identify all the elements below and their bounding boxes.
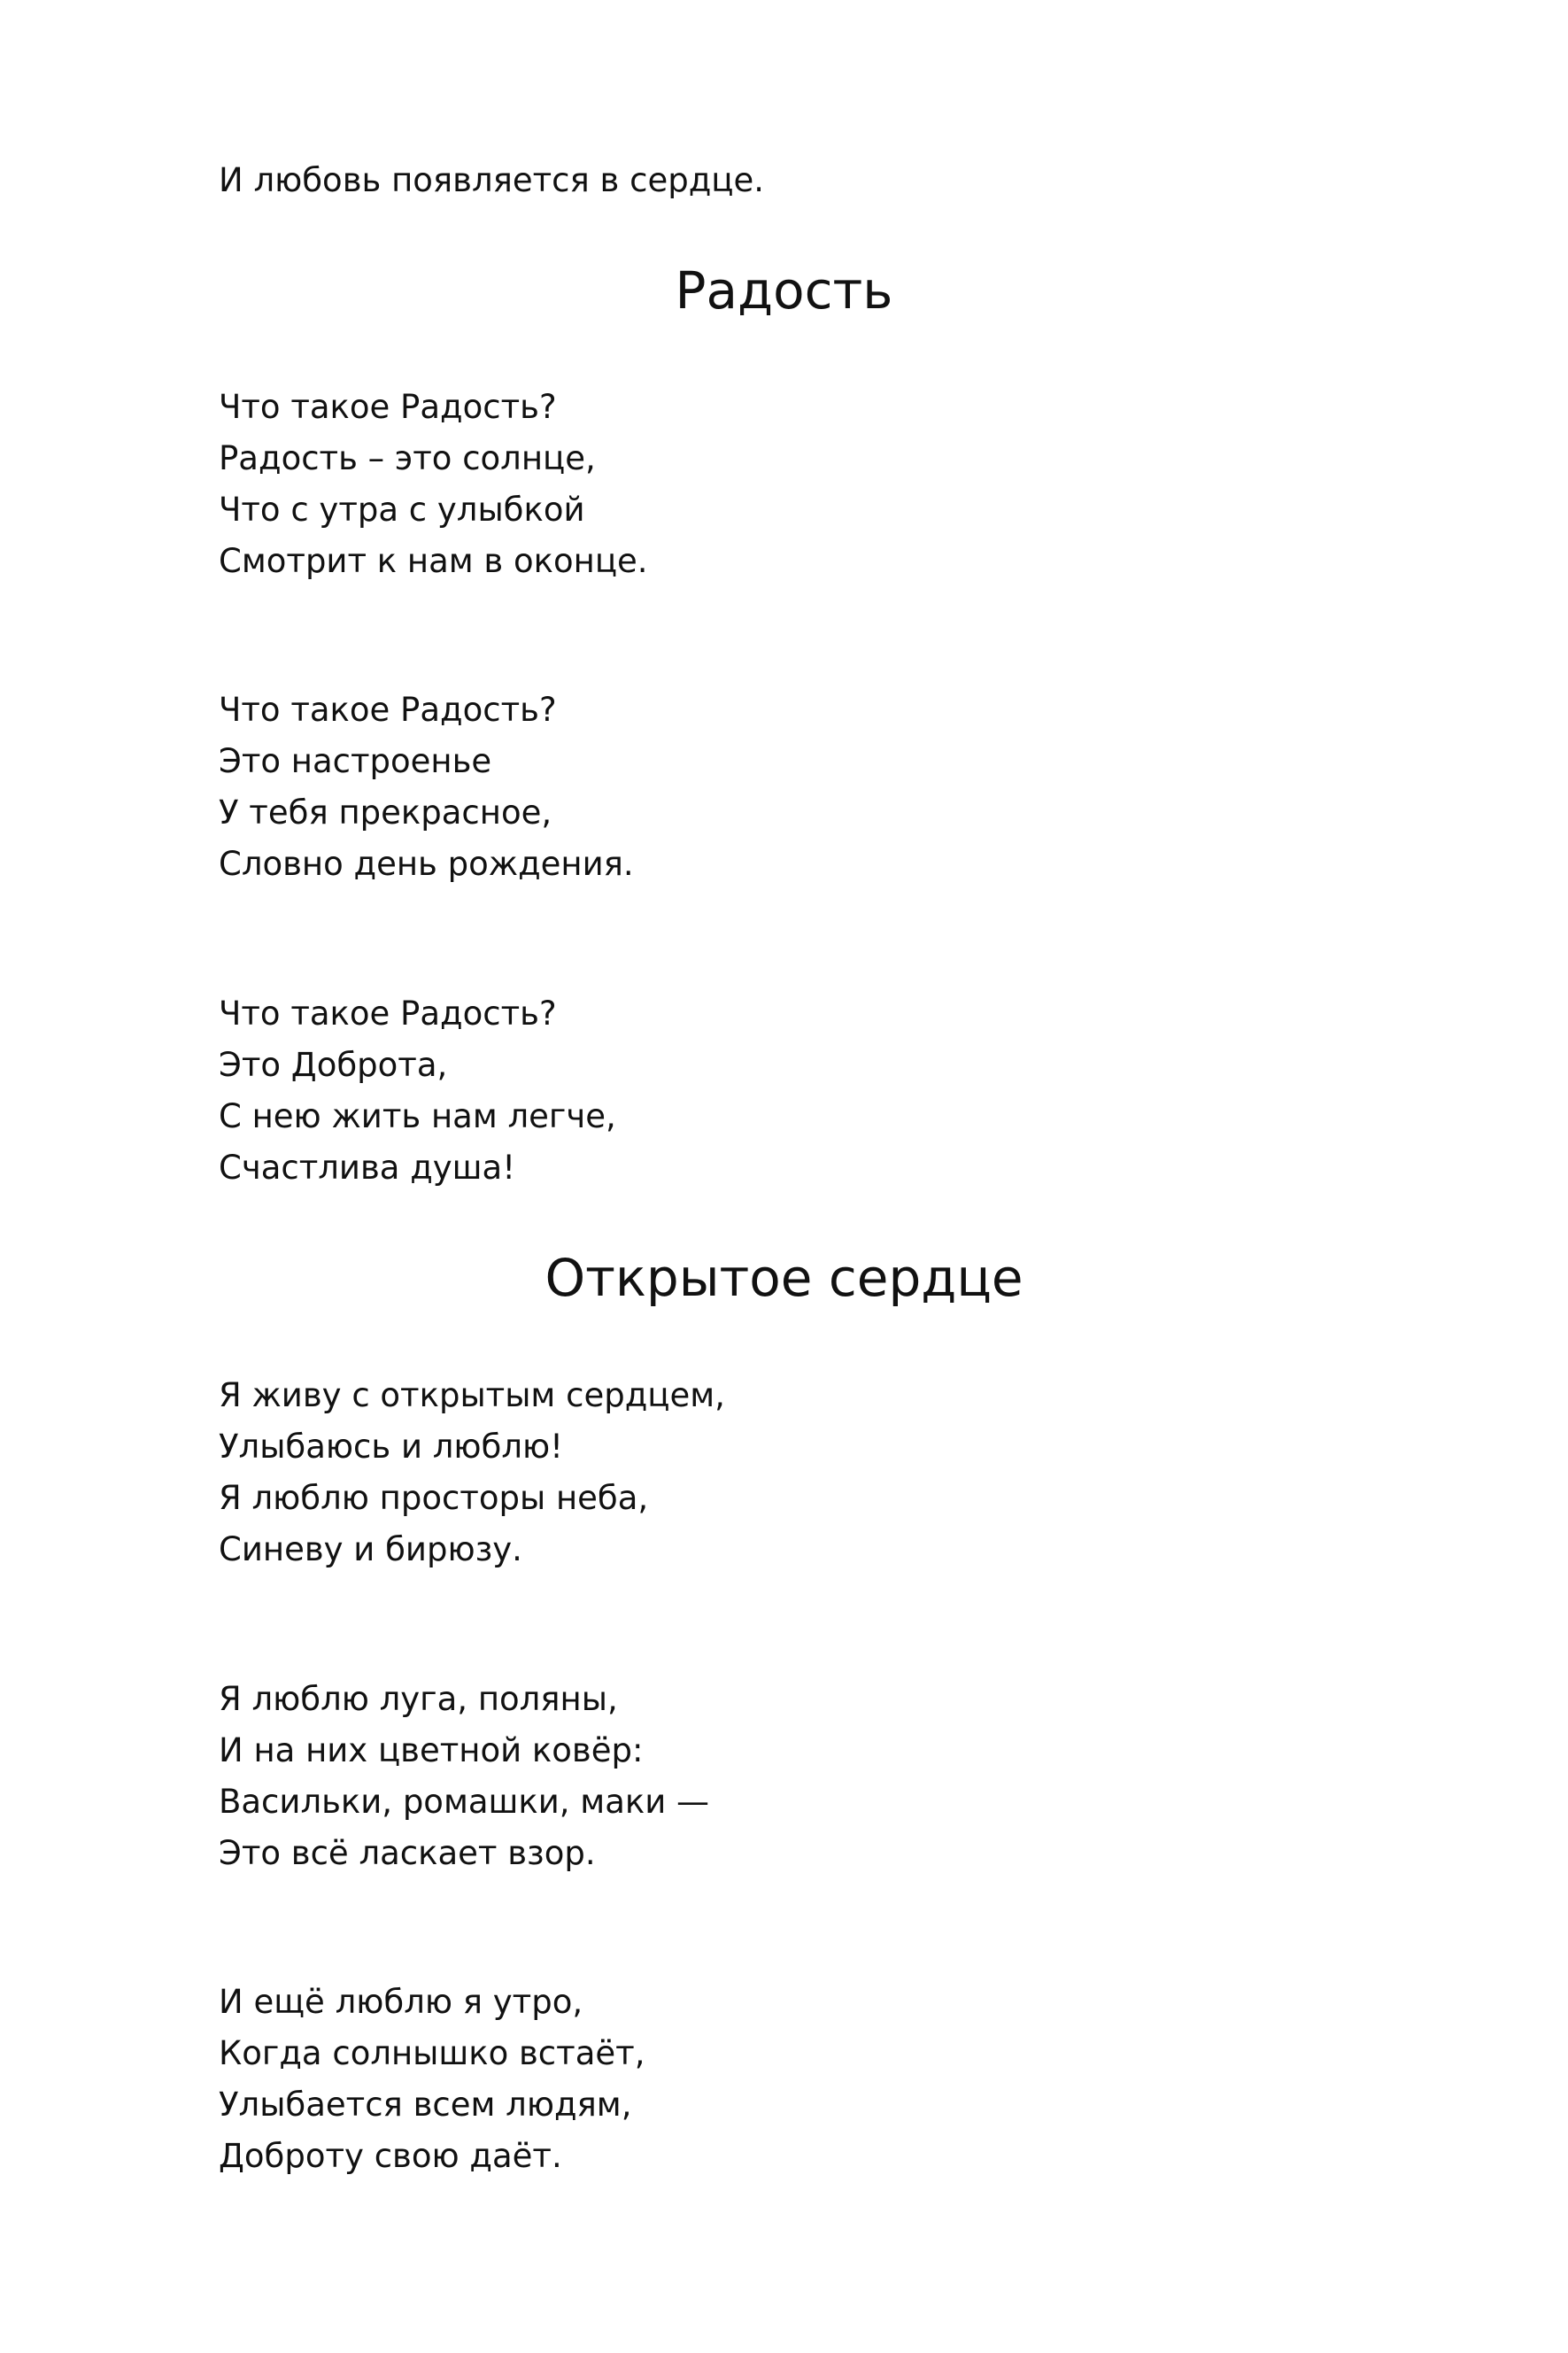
- poem-line: Что такое Радость?: [219, 691, 557, 729]
- poem-line: Радость – это солнце,: [219, 439, 596, 477]
- poem-line: Васильки, ромашки, маки —: [219, 1783, 710, 1821]
- poem-line: Это Доброта,: [219, 1046, 448, 1084]
- poem-line: Счастлива душа!: [219, 1149, 516, 1187]
- poem-line: Когда солнышко встаёт,: [219, 2034, 645, 2072]
- intro-line: И любовь появляется в сердце.: [219, 161, 764, 199]
- poem-line: Смотрит к нам в оконце.: [219, 542, 648, 580]
- poem-line: Я живу с открытым сердцем,: [219, 1376, 725, 1414]
- poem-line: Это настроенье: [219, 742, 492, 780]
- poem-line: Улыбается всем людям,: [219, 2086, 632, 2124]
- poem-line: Что такое Радость?: [219, 388, 557, 426]
- poem-line: Я люблю луга, поляны,: [219, 1680, 618, 1718]
- poem-line: И ещё люблю я утро,: [219, 1983, 583, 2021]
- poem-line: Что такое Радость?: [219, 995, 557, 1033]
- poem-line: Улыбаюсь и люблю!: [219, 1428, 564, 1466]
- poem-line: С нею жить нам легче,: [219, 1097, 616, 1135]
- poem-line: Словно день рождения.: [219, 845, 634, 883]
- poem-line: И на них цветной ковёр:: [219, 1731, 644, 1769]
- poem-line: Синеву и бирюзу.: [219, 1530, 522, 1568]
- poem-title: Радость: [675, 260, 893, 321]
- poem-line: Это всё ласкает взор.: [219, 1834, 596, 1872]
- poem-title: Открытое сердце: [545, 1248, 1023, 1308]
- poem-line: Что с утра с улыбкой: [219, 491, 585, 529]
- poem-line: Я люблю просторы неба,: [219, 1479, 649, 1517]
- poem-line: У тебя прекрасное,: [219, 793, 552, 832]
- poem-line: Доброту свою даёт.: [219, 2137, 562, 2175]
